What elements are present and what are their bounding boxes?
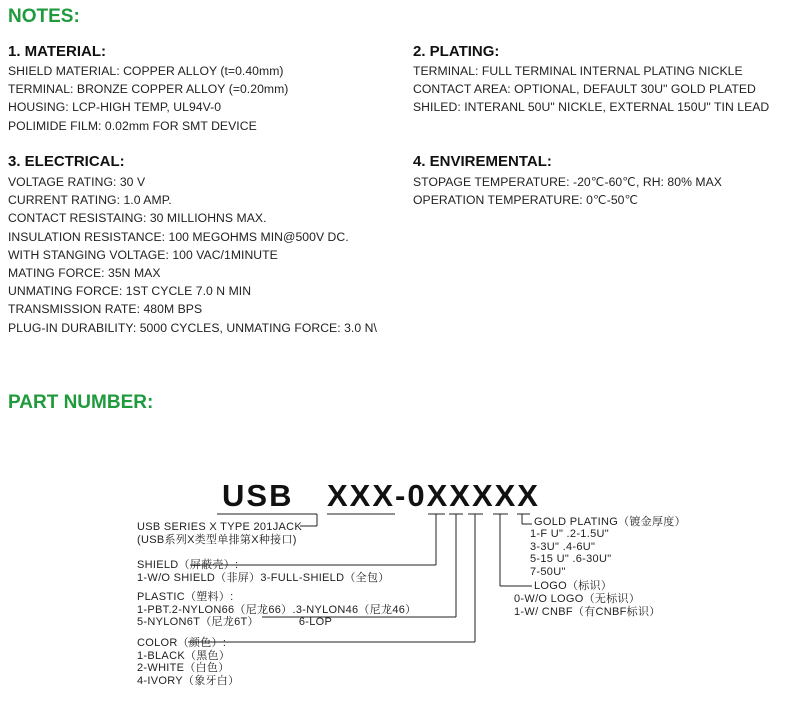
color-value: 4-IVORY（象牙白） xyxy=(137,674,240,687)
electrical-line: CONTACT RESISTAING: 30 MILLIOHNS MAX. xyxy=(8,211,267,226)
electrical-line: UNMATING FORCE: 1ST CYCLE 7.0 N MIN xyxy=(8,284,252,299)
electrical-line: PLUG-IN DURABILITY: 5000 CYCLES, UNMATING FORCE: 3.0 N\ xyxy=(8,320,377,335)
shield-label: SHIELD（屏蔽壳）: xyxy=(137,559,239,571)
electrical-heading: 3. ELECTRICAL: xyxy=(8,153,125,170)
logo-value: 0-W/O LOGO（无标识） xyxy=(514,593,641,605)
plating-line: CONTACT AREA: OPTIONAL, DEFAULT 30U" GOLD PLATED xyxy=(413,82,756,97)
electrical-line: WITH STANGING VOLTAGE: 100 VAC/1MINUTE xyxy=(8,247,278,262)
environmental-line: STOPAGE TEMPERATURE: -20℃-60℃, RH: 80% MAX xyxy=(413,175,722,189)
color-value: 2-WHITE（白色） xyxy=(137,662,230,675)
series-line: USB SERIES X TYPE 201JACK xyxy=(137,521,303,533)
environmental-line: OPERATION TEMPERATURE: 0℃-50℃ xyxy=(413,193,639,208)
environmental-heading: 4. ENVIREMENTAL: xyxy=(413,153,552,170)
logo-label: LOGO（标识） xyxy=(534,580,613,592)
notes-title: NOTES: xyxy=(8,6,80,27)
color-options xyxy=(137,637,239,687)
gold-plating-value: 3-3U" .4-6U" xyxy=(530,540,596,553)
plastic-label: PLASTIC（塑料）: xyxy=(137,591,234,603)
material-line: HOUSING: LCP-HIGH TEMP, UL94V-0 xyxy=(8,100,222,115)
series-line: (USB系列X类型单排第X种接口) xyxy=(137,533,297,546)
logo-options xyxy=(514,593,661,618)
shield-options xyxy=(137,559,390,584)
shield-values: 1-W/O SHIELD（非屏）3-FULL-SHIELD（全包） xyxy=(137,571,390,584)
electrical-line: CURRENT RATING: 1.0 AMP. xyxy=(8,193,172,208)
material-heading: 1. MATERIAL: xyxy=(8,43,107,60)
plastic-options xyxy=(137,591,416,629)
electrical-line: VOLTAGE RATING: 30 V xyxy=(8,175,146,189)
material-line: TERMINAL: BRONZE COPPER ALLOY (=0.20mm) xyxy=(8,82,289,97)
part-number-title: PART NUMBER: xyxy=(8,392,154,413)
electrical-line: TRANSMISSION RATE: 480M BPS xyxy=(8,302,203,317)
electrical-line: INSULATION RESISTANCE: 100 MEGOHMS MIN@500V DC. xyxy=(8,229,349,244)
gold-plating-options xyxy=(530,528,611,578)
color-value: 1-BLACK（黑色） xyxy=(137,649,231,662)
series-description xyxy=(137,521,302,546)
logo-value: 1-W/ CNBF（有CNBF标识） xyxy=(514,605,661,618)
gold-plating-label: GOLD PLATING（镀金厚度） xyxy=(534,516,686,528)
plastic-value-lop: 6-LOP xyxy=(298,616,333,629)
plating-line: SHILED: INTERANL 50U" NICKLE, EXTERNAL 150U" TIN LEAD xyxy=(413,100,770,115)
material-line: POLIMIDE FILM: 0.02mm FOR SMT DEVICE xyxy=(8,118,257,133)
plastic-values: 1-PBT.2-NYLON66（尼龙66）.3-NYLON46（尼龙46） xyxy=(137,603,417,616)
gold-plating-value: 7-50U" xyxy=(530,565,566,578)
part-code: XXX-0XXXXX xyxy=(327,478,540,513)
plating-line: TERMINAL: FULL TERMINAL INTERNAL PLATING NICKLE xyxy=(413,64,743,78)
material-line: SHIELD MATERIAL: COPPER ALLOY (t=0.40mm) xyxy=(8,64,284,78)
plastic-value-nylon6t: 5-NYLON6T（尼龙6T） xyxy=(137,616,259,629)
gold-plating-value: 1-F U" .2-1.5U" xyxy=(530,528,609,540)
electrical-line: MATING FORCE: 35N MAX xyxy=(8,266,161,281)
part-prefix: USB xyxy=(222,478,294,513)
plating-heading: 2. PLATING: xyxy=(413,43,500,60)
color-label: COLOR（颜色）: xyxy=(137,637,227,649)
gold-plating-value: 5-15 U" .6-30U" xyxy=(530,553,612,566)
plastic-values-2 xyxy=(137,616,416,629)
